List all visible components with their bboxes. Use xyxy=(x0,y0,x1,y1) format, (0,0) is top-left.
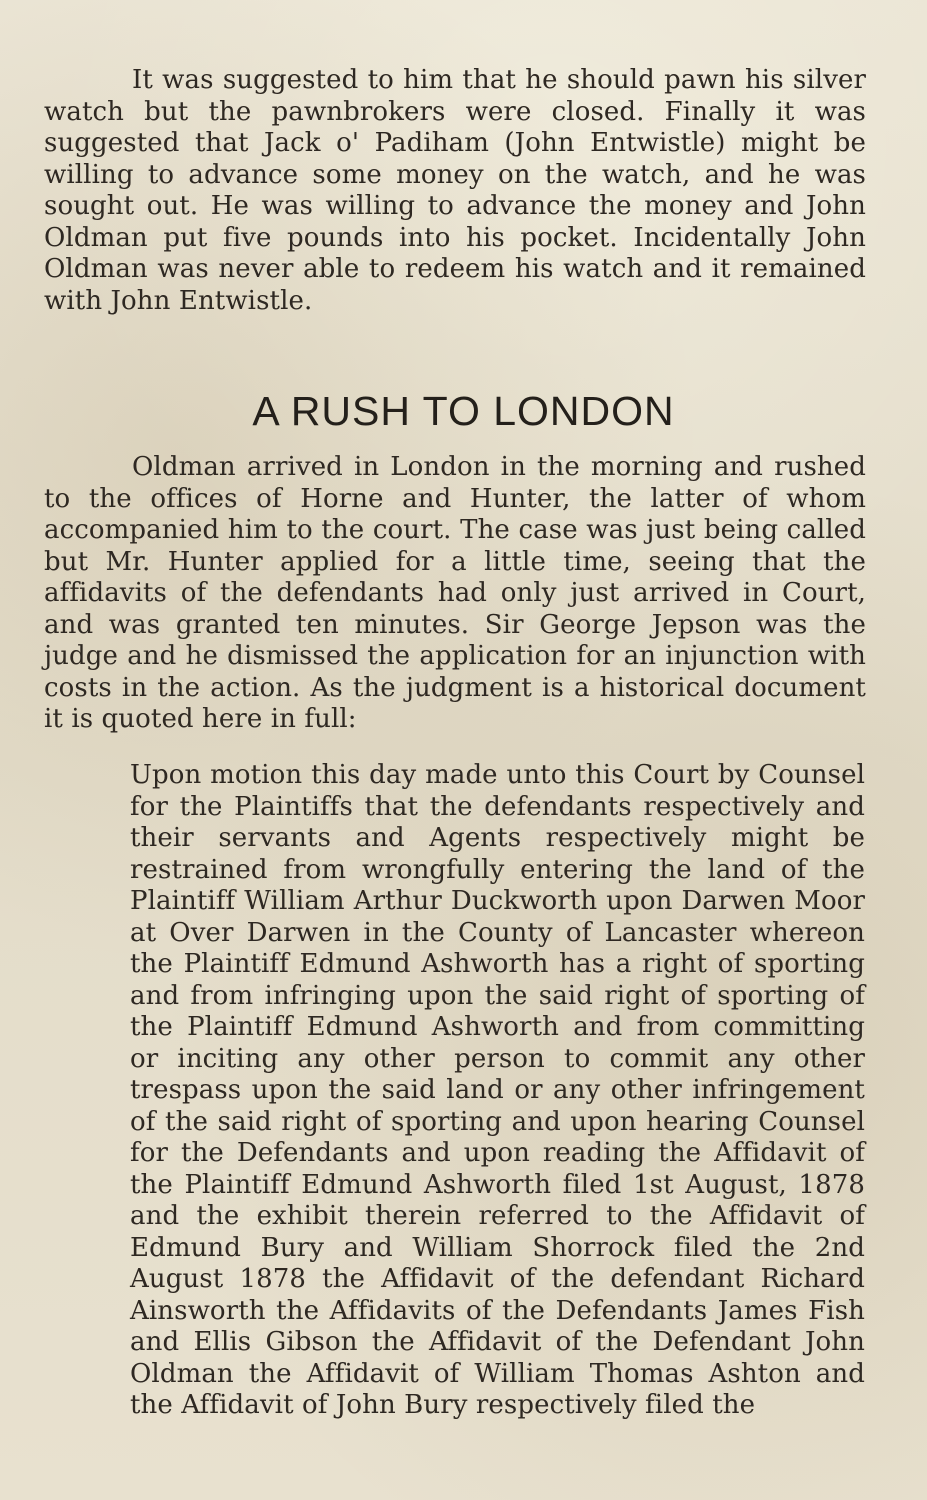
paragraph-pawn-watch: It was suggested to him that he should pawn his silver watch but the pawnbrokers were closed. Finally it was suggested that Jack o' Padiham (John Entwistle) might be willing to advance some money on the watch, and he was sought out. He was willing to advance the money and John Oldman put five pounds into his pocket. Incidentally John Oldman was never able to redeem his watch and it remained with John Entwistle. xyxy=(44,65,866,316)
quoted-judgment: Upon motion this day made unto this Court by Counsel for the Plaintiffs that the defendants respectively and their servants and Agents respectively might be restrained from wrongfully entering the land of the Plaintiff William Arthur Duckworth upon Darwen Moor at Over Darwen in the County of Lancaster whereon the Plaintiff Edmund Ashworth has a right of sporting and from infringing upon the said right of sporting of the Plaintiff Edmund Ashworth and from committing or inciting any other person to commit any other trespass upon the said land or any other infringement of the said right of sporting and upon hearing Counsel for the Defendants and upon reading the Affidavit of the Plaintiff Edmund Ashworth filed 1st August, 1878 and the exhibit therein referred to the Affidavit of Edmund Bury and William Shorrock filed the 2nd August 1878 the Affidavit of the defendant Richard Ainsworth the Affidavits of the Defendants James Fish and Ellis Gibson the Affidavit of the Defendant John Oldman the Affidavit of William Thomas Ashton and the Affidavit of John Bury respectively filed the xyxy=(130,760,865,1420)
section-heading: A RUSH TO LONDON xyxy=(252,388,675,434)
paragraph-arrival-london: Oldman arrived in London in the morning and rushed to the offices of Horne and Hunter, the latter of whom accompanied him to the court. The case was just being called but Mr. Hunter applied for a little time, seeing that the affidavits of the defendants had only just arrived in Court, and was granted ten minutes. Sir George Jepson was the judge and he dismissed the application for an injunction with costs in the action. As the judgment is a historical document it is quoted here in full: xyxy=(44,452,866,734)
